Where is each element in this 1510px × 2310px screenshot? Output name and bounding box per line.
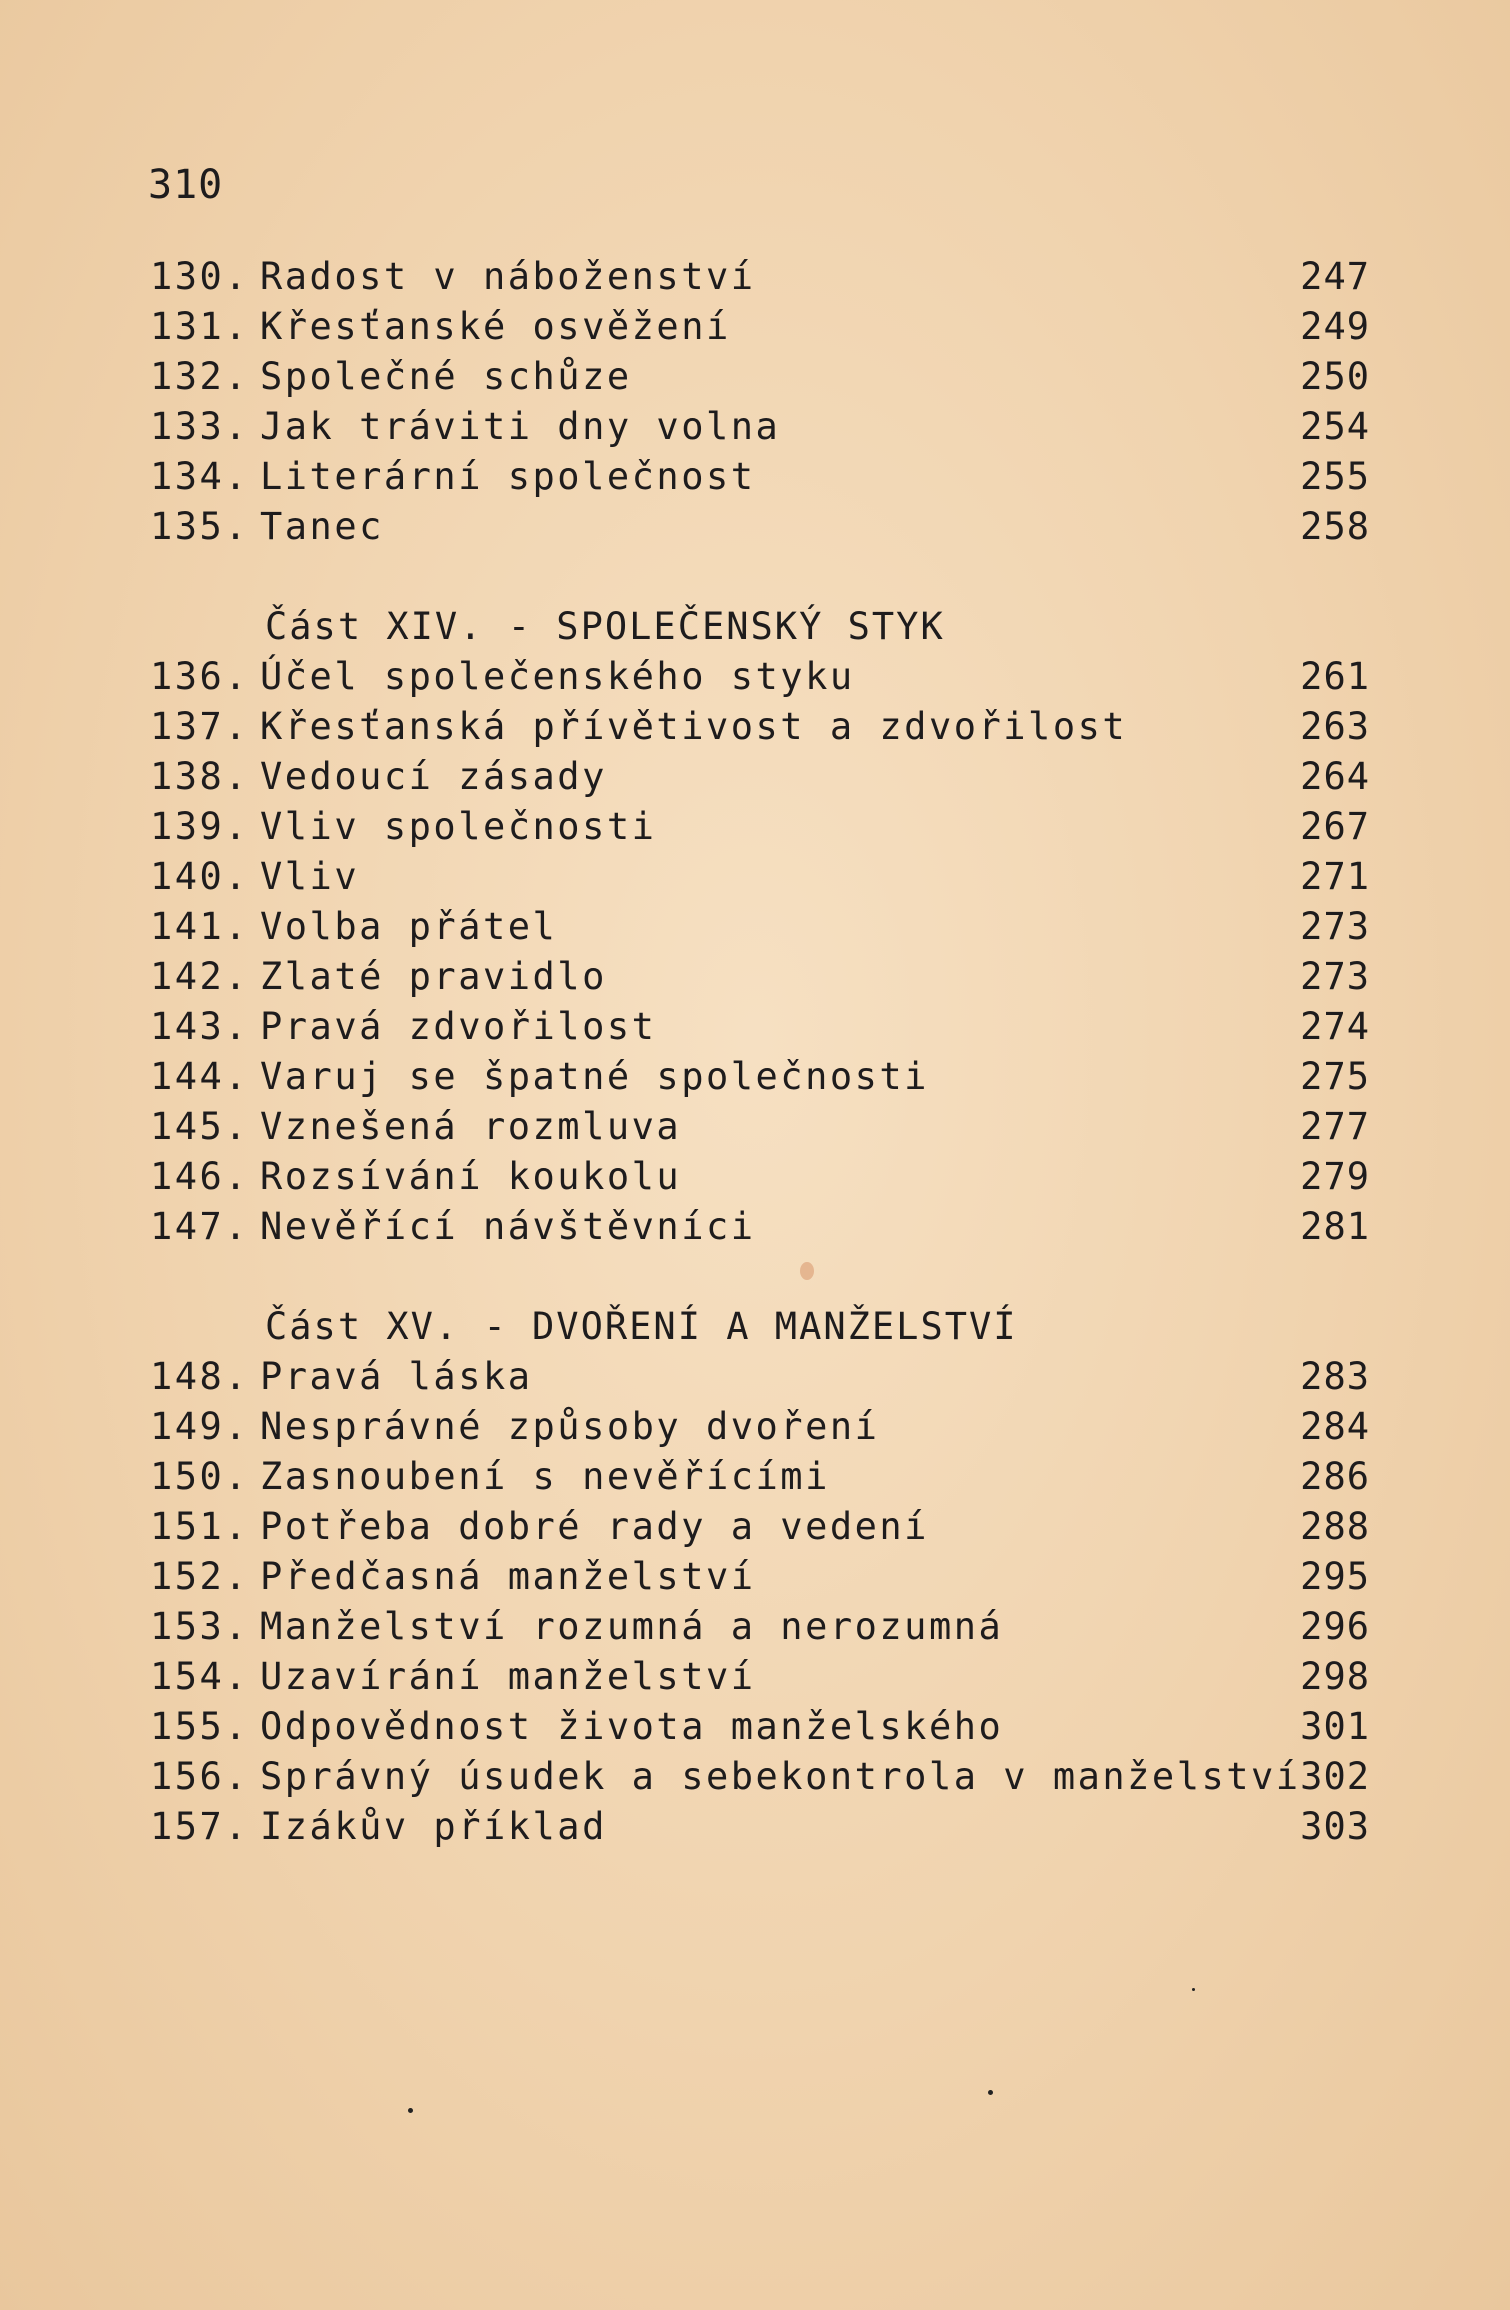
toc-entry: [150, 702, 1370, 752]
section-heading: Část XIV. - SPOLEČENSKÝ STYK: [265, 605, 945, 648]
entry-number: 140.: [150, 855, 250, 898]
toc-entry: [150, 902, 1370, 952]
entry-number: 145.: [150, 1105, 250, 1148]
entry-title: Vliv: [260, 855, 360, 898]
entry-title: Radost v náboženství: [260, 255, 756, 298]
entry-number: 130.: [150, 255, 250, 298]
entry-title: Odpovědnost života manželského: [260, 1705, 1004, 1748]
toc-entry: [150, 1702, 1370, 1752]
entry-page: 261: [1300, 655, 1370, 698]
entry-title: Vliv společnosti: [260, 805, 657, 848]
toc-entry: [150, 1752, 1370, 1802]
paper-speck: [988, 2090, 993, 2095]
entry-page: 258: [1300, 505, 1370, 548]
entry-title: Rozsívání koukolu: [260, 1155, 682, 1198]
entry-number: 147.: [150, 1205, 250, 1248]
entry-title: Společné schůze: [260, 355, 632, 398]
entry-page: 288: [1300, 1505, 1370, 1548]
toc-entry: [150, 952, 1370, 1002]
toc-entry: [150, 852, 1370, 902]
entry-page: 273: [1300, 955, 1370, 998]
entry-title: Volba přátel: [260, 905, 558, 948]
toc-section: [150, 1302, 1370, 1852]
entry-title: Izákův příklad: [260, 1805, 607, 1848]
entry-title: Pravá láska: [260, 1355, 533, 1398]
toc-entry: [150, 452, 1370, 502]
entry-number: 133.: [150, 405, 250, 448]
entry-page: 301: [1300, 1705, 1370, 1748]
entry-number: 146.: [150, 1155, 250, 1198]
entry-page: 249: [1300, 305, 1370, 348]
toc-entry: [150, 1652, 1370, 1702]
entry-page: 263: [1300, 705, 1370, 748]
entry-page: 286: [1300, 1455, 1370, 1498]
entry-title: Zasnoubení s nevěřícími: [260, 1455, 830, 1498]
entry-number: 137.: [150, 705, 250, 748]
toc-entry: [150, 1802, 1370, 1852]
toc-entry: [150, 1502, 1370, 1552]
entry-number: 131.: [150, 305, 250, 348]
entry-page: 255: [1300, 455, 1370, 498]
entry-number: 155.: [150, 1705, 250, 1748]
toc-entry: [150, 752, 1370, 802]
entry-title: Křesťanské osvěžení: [260, 305, 731, 348]
entry-number: 156.: [150, 1755, 250, 1798]
entry-page: 254: [1300, 405, 1370, 448]
toc-entry: [150, 652, 1370, 702]
toc-entry: [150, 252, 1370, 302]
toc-entry: [150, 1002, 1370, 1052]
page-number: 310: [148, 162, 224, 208]
entry-page: 284: [1300, 1405, 1370, 1448]
toc-entry: [150, 1052, 1370, 1102]
entry-page: 302: [1300, 1755, 1370, 1798]
entry-page: 281: [1300, 1205, 1370, 1248]
entry-number: 157.: [150, 1805, 250, 1848]
toc-entry: [150, 352, 1370, 402]
entry-number: 141.: [150, 905, 250, 948]
section-heading: Část XV. - DVOŘENÍ A MANŽELSTVÍ: [265, 1305, 1018, 1348]
entry-title: Uzavírání manželství: [260, 1655, 756, 1698]
entry-title: Předčasná manželství: [260, 1555, 756, 1598]
entry-title: Manželství rozumná a nerozumná: [260, 1605, 1004, 1648]
toc-entry: [150, 1202, 1370, 1252]
entry-page: 250: [1300, 355, 1370, 398]
entry-page: 279: [1300, 1155, 1370, 1198]
entry-number: 153.: [150, 1605, 250, 1648]
entry-page: 295: [1300, 1555, 1370, 1598]
entry-page: 267: [1300, 805, 1370, 848]
entry-title: Vedoucí zásady: [260, 755, 607, 798]
entry-number: 142.: [150, 955, 250, 998]
toc-entry: [150, 1352, 1370, 1402]
toc-entry: [150, 402, 1370, 452]
entry-page: 303: [1300, 1805, 1370, 1848]
toc-entry: [150, 802, 1370, 852]
toc-entry: [150, 1452, 1370, 1502]
entry-title: Tanec: [260, 505, 384, 548]
entry-title: Jak tráviti dny volna: [260, 405, 781, 448]
toc-section: [150, 252, 1370, 552]
entry-number: 143.: [150, 1005, 250, 1048]
entry-title: Vznešená rozmluva: [260, 1105, 682, 1148]
entry-title: Literární společnost: [260, 455, 756, 498]
entry-title: Účel společenského styku: [260, 655, 855, 698]
entry-page: 298: [1300, 1655, 1370, 1698]
entry-title: Správný úsudek a sebekontrola v manželství: [260, 1755, 1301, 1798]
entry-page: 296: [1300, 1605, 1370, 1648]
entry-title: Pravá zdvořilost: [260, 1005, 657, 1048]
entry-title: Křesťanská přívětivost a zdvořilost: [260, 705, 1128, 748]
entry-number: 134.: [150, 455, 250, 498]
entry-page: 274: [1300, 1005, 1370, 1048]
paper-stain: [800, 1262, 814, 1280]
toc-entry: [150, 1152, 1370, 1202]
entry-page: 247: [1300, 255, 1370, 298]
entry-number: 138.: [150, 755, 250, 798]
entry-title: Nevěřící návštěvníci: [260, 1205, 756, 1248]
entry-number: 139.: [150, 805, 250, 848]
entry-page: 271: [1300, 855, 1370, 898]
entry-number: 148.: [150, 1355, 250, 1398]
entry-number: 135.: [150, 505, 250, 548]
entry-number: 154.: [150, 1655, 250, 1698]
entry-number: 151.: [150, 1505, 250, 1548]
entry-number: 150.: [150, 1455, 250, 1498]
table-of-contents: [150, 252, 1370, 1852]
entry-title: Varuj se špatné společnosti: [260, 1055, 929, 1098]
paper-speck: [1192, 1988, 1195, 1991]
entry-page: 277: [1300, 1105, 1370, 1148]
entry-title: Nesprávné způsoby dvoření: [260, 1405, 880, 1448]
toc-section: [150, 602, 1370, 1252]
entry-number: 152.: [150, 1555, 250, 1598]
entry-title: Zlaté pravidlo: [260, 955, 607, 998]
entry-number: 149.: [150, 1405, 250, 1448]
toc-entry: [150, 302, 1370, 352]
entry-page: 283: [1300, 1355, 1370, 1398]
entry-number: 132.: [150, 355, 250, 398]
entry-title: Potřeba dobré rady a vedení: [260, 1505, 929, 1548]
paper-speck: [408, 2108, 413, 2113]
toc-entry: [150, 1402, 1370, 1452]
entry-page: 275: [1300, 1055, 1370, 1098]
entry-page: 273: [1300, 905, 1370, 948]
toc-entry: [150, 1102, 1370, 1152]
toc-entry: [150, 502, 1370, 552]
entry-number: 144.: [150, 1055, 250, 1098]
toc-entry: [150, 1602, 1370, 1652]
entry-number: 136.: [150, 655, 250, 698]
toc-entry: [150, 1552, 1370, 1602]
entry-page: 264: [1300, 755, 1370, 798]
